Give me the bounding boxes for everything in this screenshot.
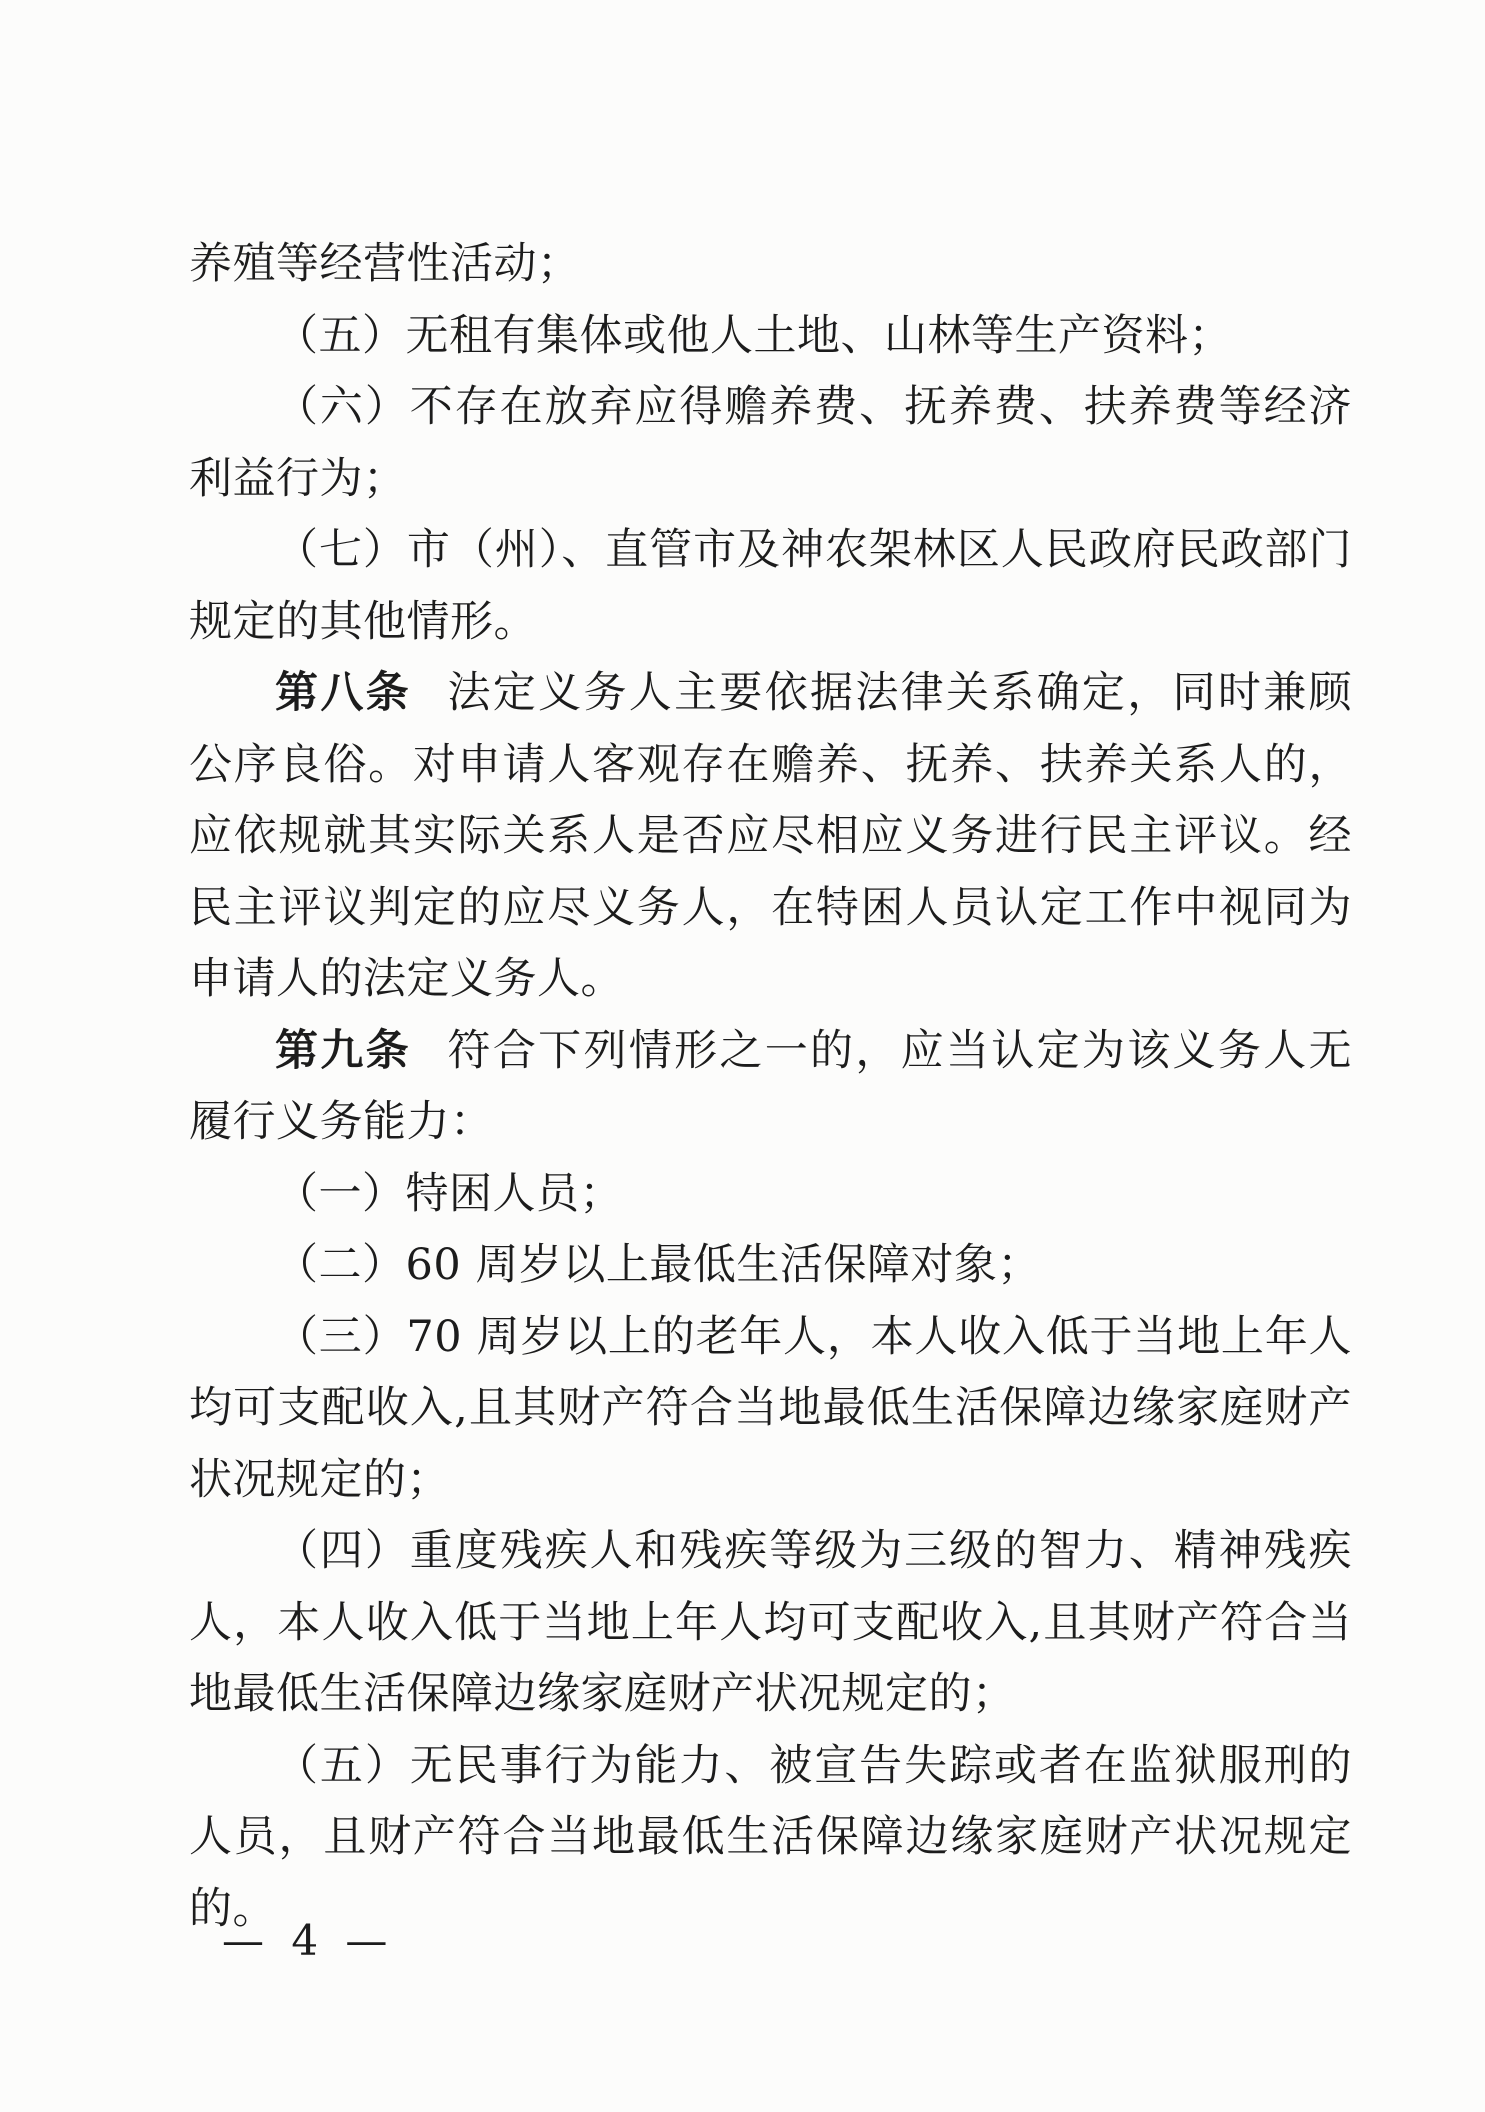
paragraph: 养殖等经营性活动； — [189, 239, 581, 289]
article-text: 法定义务人主要依据法律关系确定，同时兼顾公序良俗。对申请人客观存在赡养、抚养、扶养关系人的，应依规就其实际关系人是否应尽相应义务进行民主评议。经民主评议判定的应尽义务人，在特困人员认定工作中视同为申请人的法定义务人。 — [189, 668, 1353, 1004]
article-paragraph — [189, 1016, 1352, 1159]
paragraph: （五）无民事行为能力、被宣告失踪或者在监狱服刑的人员，且财产符合当地最低生活保障边缘家庭财产状况规定的。 — [189, 1740, 1352, 1934]
paragraph: （三）70 周岁以上的老年人，本人收入低于当地上年人均可支配收入,且其财产符合当地最低生活保障边缘家庭财产状况规定的； — [189, 1311, 1352, 1505]
article-label: 第八条 — [275, 668, 411, 718]
article-paragraph — [189, 658, 1352, 1016]
page-number: — 4 — — [222, 1916, 395, 1965]
article-text: 符合下列情形之一的，应当认定为该义务人无履行义务能力： — [189, 1025, 1353, 1147]
article-label: 第九条 — [275, 1025, 411, 1076]
paragraph: （四）重度残疾人和残疾等级为三级的智力、精神残疾人，本人收入低于当地上年人均可支配收入,且其财产符合当地最低生活保障边缘家庭财产状况规定的； — [189, 1526, 1352, 1719]
paragraph: （一）特困人员； — [275, 1168, 623, 1219]
document-body — [189, 229, 1352, 1945]
paragraph: （五）无租有集体或他人土地、山林等生产资料； — [275, 310, 1232, 361]
paragraph: （二）60 周岁以上最低生活保障对象； — [275, 1240, 1041, 1290]
paragraph: （六）不存在放弃应得赡养费、抚养费、扶养费等经济利益行为； — [189, 382, 1352, 504]
paragraph: （七）市（州）、直管市及神农架林区人民政府民政部门规定的其他情形。 — [189, 525, 1352, 647]
